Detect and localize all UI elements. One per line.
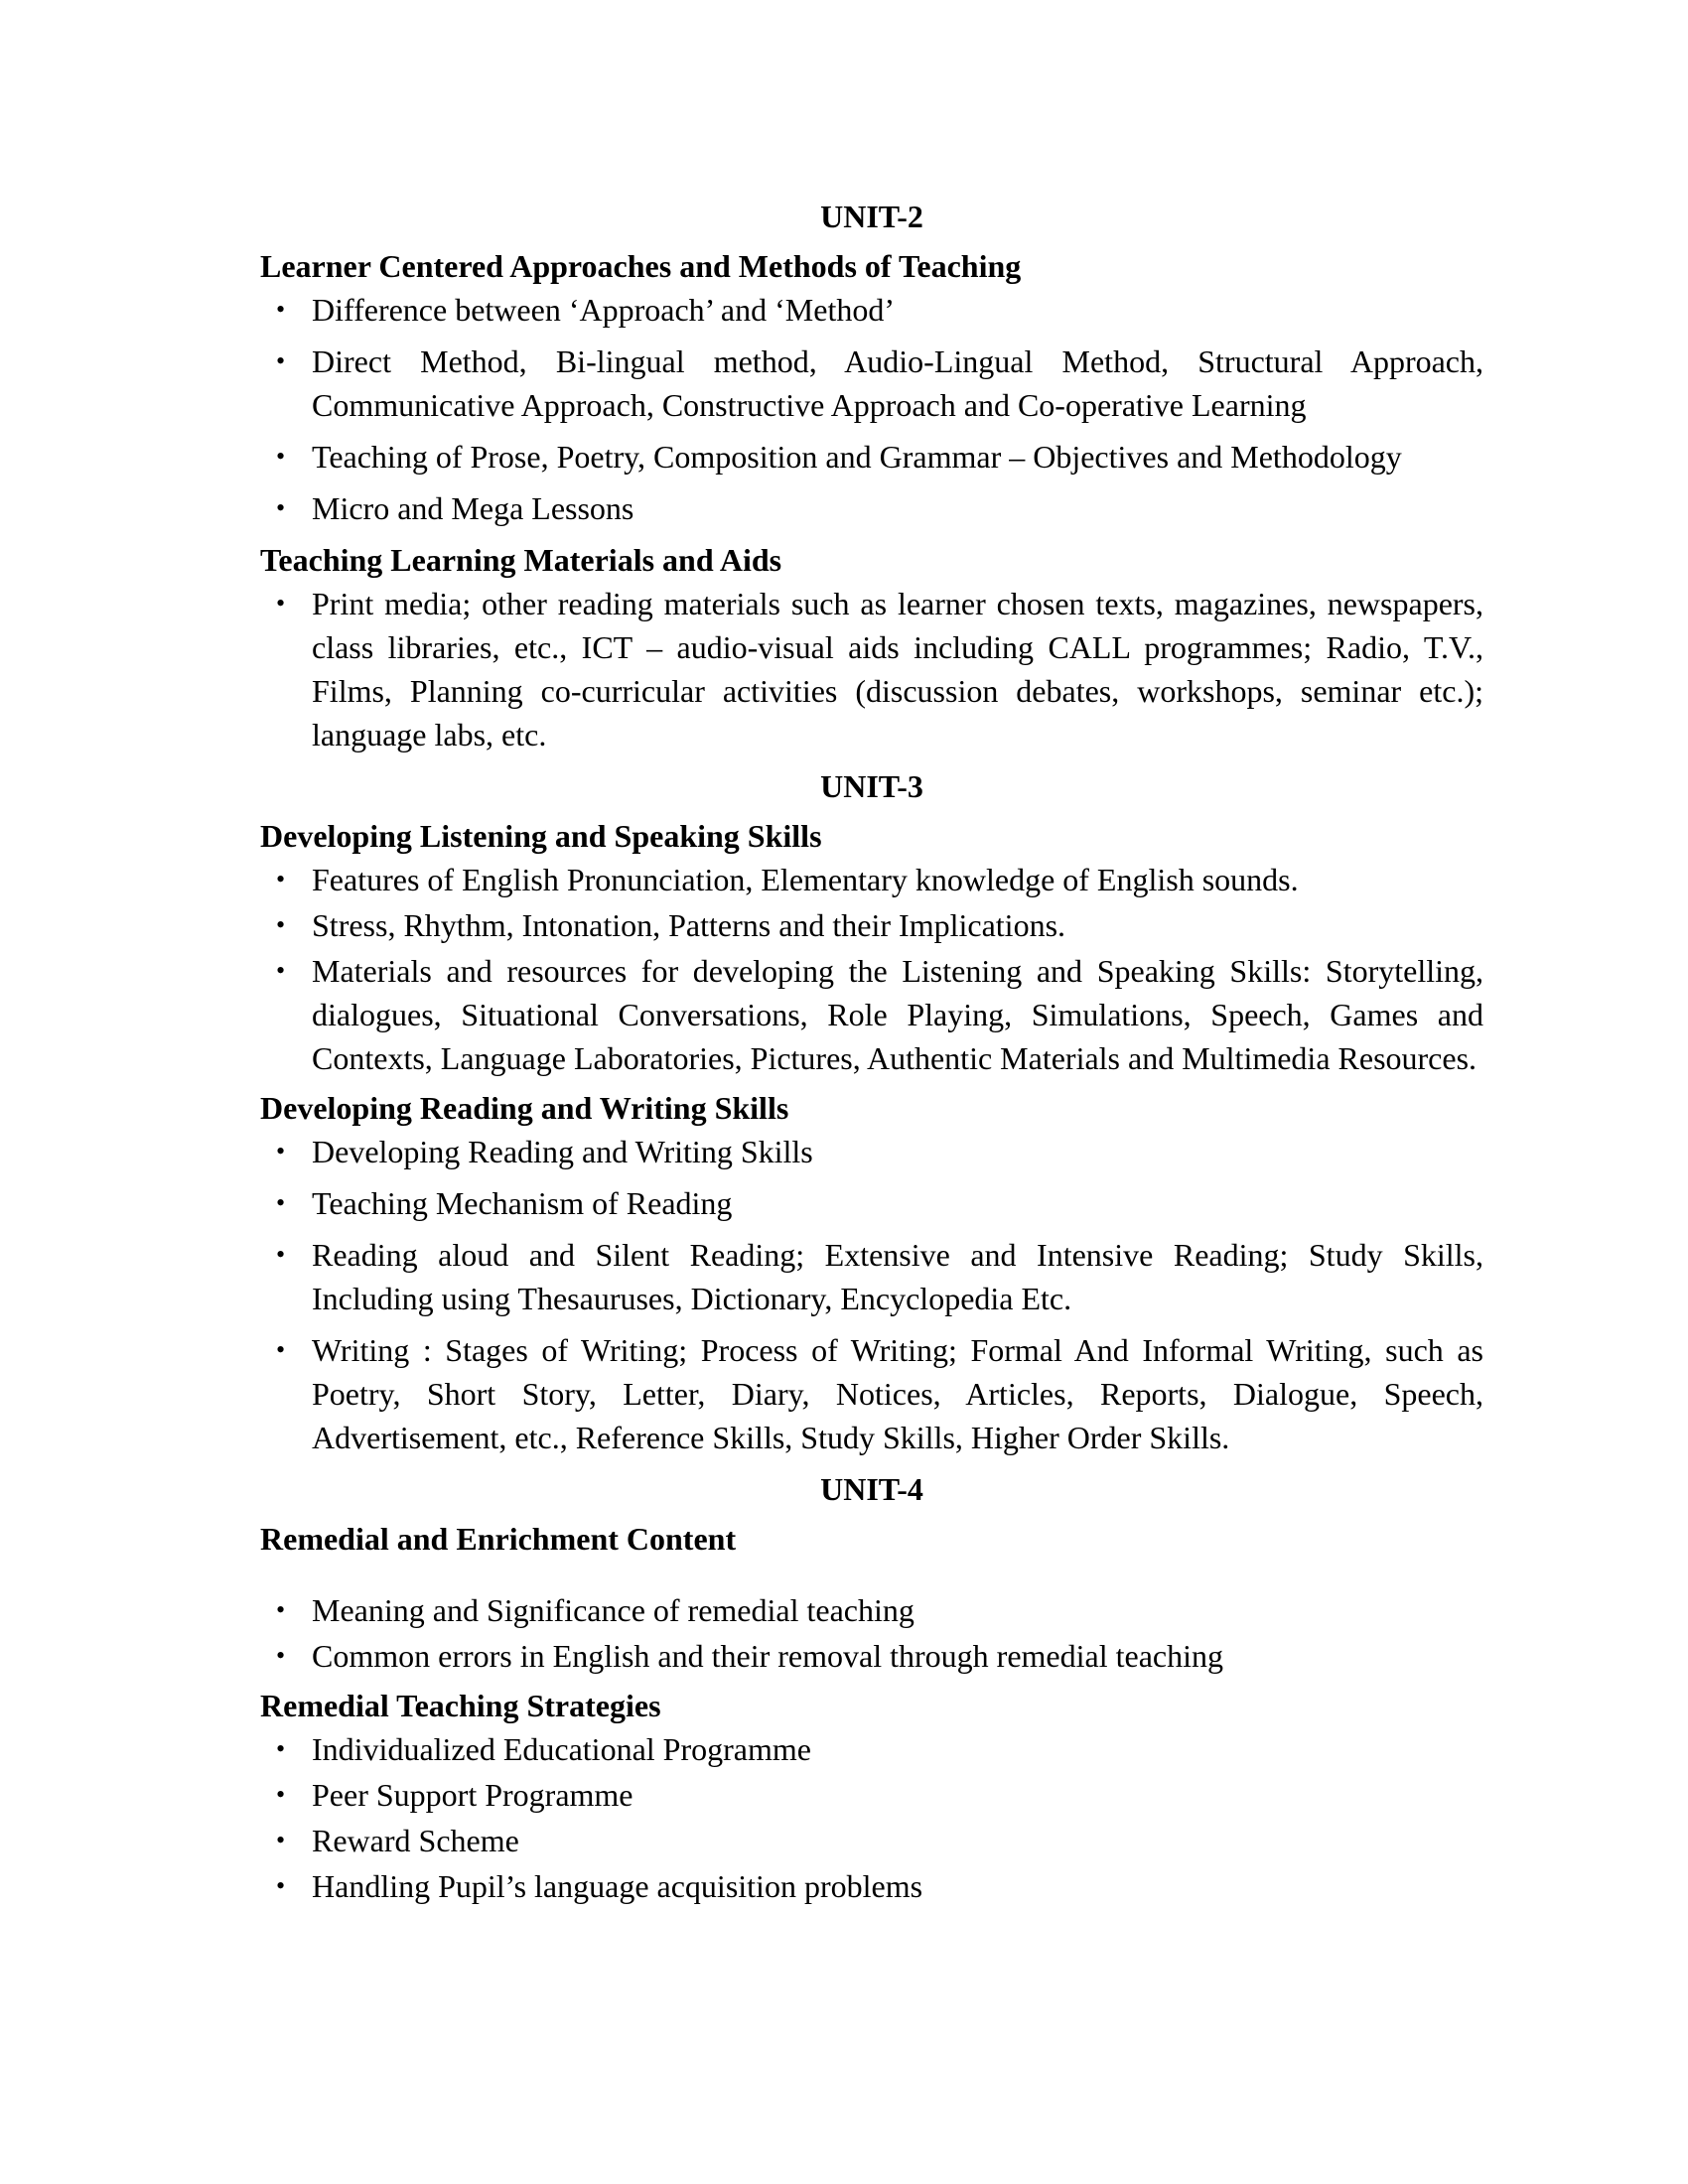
- unit-3-title: UNIT-3: [820, 768, 923, 804]
- bullet-icon: •: [276, 295, 286, 324]
- bullet-icon: •: [276, 910, 286, 939]
- bullet-icon: •: [276, 956, 286, 985]
- bullet-icon: •: [276, 1780, 286, 1809]
- section-heading-teaching-materials: Teaching Learning Materials and Aids: [260, 542, 782, 578]
- list-remedial-strategies: [260, 1727, 1483, 1908]
- bullet-icon: •: [276, 865, 286, 893]
- list-item: • Materials and resources for developing the Listening and Speaking Skills: Storytelling, dialogues, Situational Conversations, Role Playing, Simulations, Speech, Games and Contexts, Language Laboratories, Pictures, Authentic Materials and Multimedia Resources.: [260, 949, 1483, 1080]
- bullet-icon: •: [276, 1641, 286, 1670]
- unit-4-title: UNIT-4: [820, 1471, 923, 1507]
- list-item: • Common errors in English and their removal through remedial teaching: [260, 1634, 1483, 1678]
- bullet-icon: •: [276, 442, 286, 471]
- bullet-icon: •: [276, 1137, 286, 1165]
- spacer: [260, 1561, 1483, 1588]
- list-item: • Writing : Stages of Writing; Process of Writing; Formal And Informal Writing, such as Poetry, Short Story, Letter, Diary, Notices, Articles, Reports, Dialogue, Speech, Advertisement, etc., Reference Skills, Study Skills, Higher Order Skills.: [260, 1328, 1483, 1459]
- list-item: • Reading aloud and Silent Reading; Extensive and Intensive Reading; Study Skills, Including using Thesauruses, Dictionary, Encyclopedia Etc.: [260, 1233, 1483, 1320]
- unit-2-title: UNIT-2: [820, 199, 923, 234]
- list-item: • Handling Pupil’s language acquisition problems: [260, 1864, 1483, 1908]
- bullet-icon: •: [276, 1335, 286, 1364]
- list-item: • Stress, Rhythm, Intonation, Patterns and their Implications.: [260, 903, 1483, 947]
- bullet-icon: •: [276, 1240, 286, 1269]
- list-item: • Developing Reading and Writing Skills: [260, 1130, 1483, 1173]
- list-item: • Teaching of Prose, Poetry, Composition and Grammar – Objectives and Methodology: [260, 435, 1483, 478]
- list-item: • Meaning and Significance of remedial teaching: [260, 1588, 1483, 1632]
- list-item: • Micro and Mega Lessons: [260, 486, 1483, 530]
- list-item: • Teaching Mechanism of Reading: [260, 1181, 1483, 1225]
- bullet-icon: •: [276, 1595, 286, 1624]
- list-item: • Peer Support Programme: [260, 1773, 1483, 1817]
- section-heading-reading-writing: Developing Reading and Writing Skills: [260, 1090, 789, 1126]
- list-item: • Print media; other reading materials such as learner chosen texts, magazines, newspapers, class libraries, etc., ICT – audio-visual aids including CALL programmes; Radio, T.V., Films, Planning co-curricular activities (discussion debates, workshops, seminar etc.); language labs, etc.: [260, 582, 1483, 756]
- bullet-icon: •: [276, 1734, 286, 1763]
- list-reading-writing: [260, 1130, 1483, 1459]
- list-item: • Individualized Educational Programme: [260, 1727, 1483, 1771]
- section-heading-remedial-enrichment: Remedial and Enrichment Content: [260, 1521, 737, 1557]
- bullet-icon: •: [276, 1826, 286, 1854]
- bullet-icon: •: [276, 589, 286, 617]
- bullet-icon: •: [276, 493, 286, 522]
- document-page: [260, 195, 1483, 1910]
- list-item: • Direct Method, Bi-lingual method, Audio-Lingual Method, Structural Approach, Communicative Approach, Constructive Approach and Co-operative Learning: [260, 340, 1483, 427]
- list-teaching-materials: [260, 582, 1483, 756]
- bullet-icon: •: [276, 346, 286, 375]
- list-item: • Reward Scheme: [260, 1819, 1483, 1862]
- section-heading-learner-centered: Learner Centered Approaches and Methods of Teaching: [260, 248, 1022, 284]
- list-learner-centered: [260, 288, 1483, 530]
- section-heading-remedial-strategies: Remedial Teaching Strategies: [260, 1688, 661, 1723]
- section-heading-listening-speaking: Developing Listening and Speaking Skills: [260, 818, 822, 854]
- bullet-icon: •: [276, 1188, 286, 1217]
- bullet-icon: •: [276, 1871, 286, 1900]
- list-item: • Difference between ‘Approach’ and ‘Method’: [260, 288, 1483, 332]
- list-item: • Features of English Pronunciation, Elementary knowledge of English sounds.: [260, 858, 1483, 901]
- list-listening-speaking: [260, 858, 1483, 1080]
- list-remedial-enrichment: [260, 1588, 1483, 1678]
